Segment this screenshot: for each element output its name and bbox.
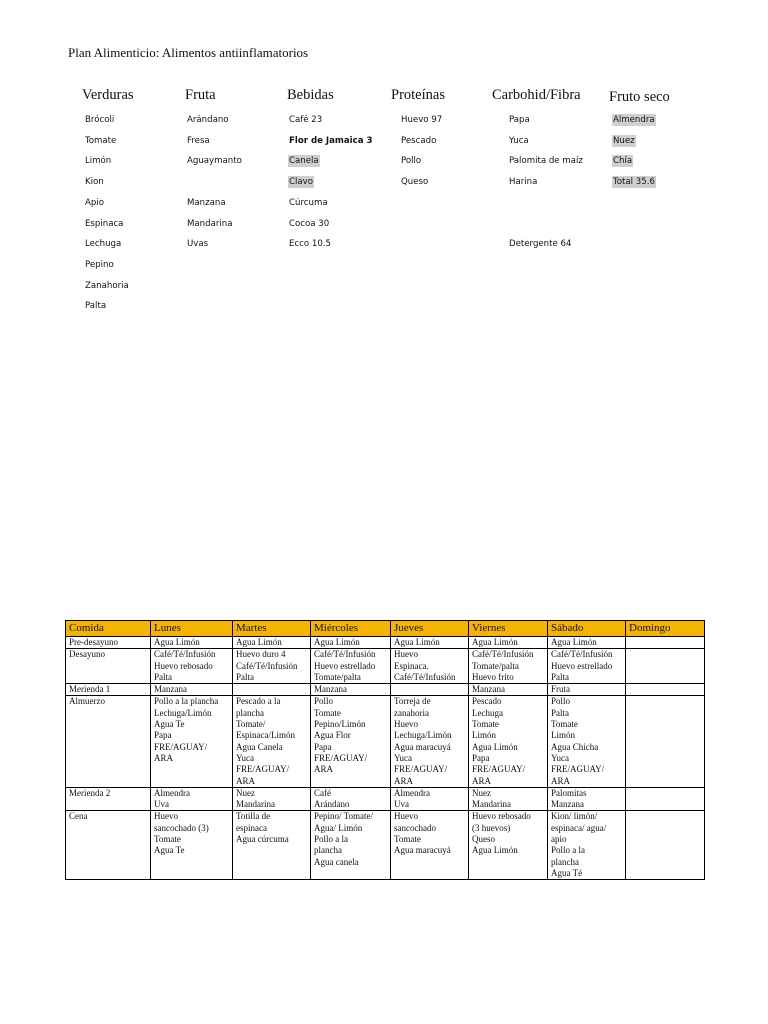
table-cell <box>151 684 233 696</box>
table-cell <box>469 684 548 696</box>
cell-line: Café/Té/Infusión <box>551 649 613 660</box>
cell-line: Pepino/Limón <box>314 719 366 730</box>
table-cell <box>151 696 233 787</box>
cell-line: ARA <box>472 775 492 786</box>
table-header-cell: Miércoles <box>311 621 391 637</box>
cell-line: ARA <box>314 764 334 775</box>
table-header-cell: Domingo <box>626 621 705 637</box>
table-cell <box>469 811 548 880</box>
table-cell <box>311 811 391 880</box>
table-cell <box>548 787 626 811</box>
table-cell <box>391 684 469 696</box>
cell-line: Café <box>314 787 331 798</box>
food-item: Uvas <box>187 239 209 250</box>
cell-line: Limón <box>472 730 496 741</box>
table-cell <box>151 649 233 684</box>
cell-line: Agua Canela <box>236 741 283 752</box>
table-cell <box>469 637 548 649</box>
table-row <box>66 811 705 880</box>
food-item: Palta <box>85 301 107 312</box>
cell-line: Torreja de <box>394 696 431 707</box>
meal-label: Merienda 2 <box>66 787 151 811</box>
cell-line: Agua maracuyá <box>394 845 451 856</box>
cell-line: Pescado a la <box>236 696 281 707</box>
table-cell <box>469 787 548 811</box>
meal-label: Pre-desayuno <box>66 637 151 649</box>
cell-line: Manzana <box>154 684 187 695</box>
cell-line: ARA <box>236 775 256 786</box>
cell-line: Café/Té/Infusión <box>236 660 298 671</box>
table-row <box>66 696 705 787</box>
cell-line: Totilla de <box>236 811 271 822</box>
table-cell <box>311 649 391 684</box>
table-cell <box>391 787 469 811</box>
food-item: Zanahoria <box>85 280 129 291</box>
cell-line: Pollo a la plancha <box>154 696 219 707</box>
cell-line: Agua maracuyá <box>394 741 451 752</box>
cell-line: Tomate <box>154 834 181 845</box>
cell-line: Huevo rebosado <box>472 811 531 822</box>
food-item: Espinaca <box>85 218 124 229</box>
cell-line: Manzana <box>551 799 584 810</box>
table-cell <box>548 684 626 696</box>
food-item: Lechuga <box>85 239 122 250</box>
cell-line: Agua Limón <box>551 637 597 647</box>
food-item: Total 35.6 <box>613 177 655 188</box>
cell-line: Espinaca/Limón <box>236 730 295 741</box>
table-cell <box>151 811 233 880</box>
cell-line: FRE/AGUAY/ <box>236 764 290 775</box>
cell-line: Yuca <box>394 752 412 763</box>
table-cell <box>548 696 626 787</box>
category-heading: Fruta <box>185 87 216 103</box>
cell-line: Yuca <box>236 752 254 763</box>
table-cell <box>626 811 705 880</box>
table-row <box>66 637 705 649</box>
table-cell <box>626 787 705 811</box>
table-cell <box>233 649 311 684</box>
table-cell <box>469 649 548 684</box>
cell-line: FRE/AGUAY/ <box>551 764 605 775</box>
table-header-cell: Jueves <box>391 621 469 637</box>
cell-line: sancochado <box>394 822 436 833</box>
cell-line: FRE/AGUAY/ <box>472 764 526 775</box>
cell-line: Agua canela <box>314 856 359 867</box>
category-heading: Proteínas <box>391 87 445 103</box>
cell-line: Manzana <box>314 684 347 695</box>
food-item: Nuez <box>613 135 635 146</box>
cell-line: Tomate <box>314 707 341 718</box>
cell-line: Uva <box>394 799 409 810</box>
category-heading: Carbohid/Fibra <box>492 87 581 103</box>
food-item: Mandarina <box>187 218 233 229</box>
cell-line: Almendra <box>394 787 430 798</box>
table-cell <box>391 811 469 880</box>
cell-line: Agua Chicha <box>551 741 599 752</box>
food-item: Papa <box>509 115 530 125</box>
cell-line: apio <box>551 834 567 845</box>
cell-line: Manzana <box>472 684 505 695</box>
table-row <box>66 787 705 811</box>
table-cell <box>391 637 469 649</box>
cell-line: Huevo rebosado <box>154 660 213 671</box>
cell-line: Lechuga/Limón <box>394 730 452 741</box>
cell-line: Tomate <box>472 719 499 730</box>
cell-line: Pollo <box>314 696 334 707</box>
cell-line: Almendra <box>154 787 190 798</box>
meal-label: Desayuno <box>66 649 151 684</box>
cell-line: espinaca <box>236 822 267 833</box>
table-row <box>66 649 705 684</box>
cell-line: Café/Té/Infusión <box>154 649 216 660</box>
food-item: Almendra <box>613 115 655 125</box>
cell-line: Espinaca. <box>394 660 429 671</box>
page-title: Plan Alimenticio: Alimentos antiinflamatorios <box>68 45 309 60</box>
food-item: Harina <box>509 177 538 188</box>
table-cell <box>548 637 626 649</box>
food-item: Huevo 97 <box>401 115 443 125</box>
cell-line: zanahoria <box>394 707 429 718</box>
cell-line: Café/Té/Infusión <box>314 649 376 660</box>
food-item: Arándano <box>187 115 229 125</box>
cell-line: Limón <box>551 730 575 741</box>
table-cell <box>626 696 705 787</box>
table-cell <box>311 787 391 811</box>
food-item: Manzana <box>187 197 226 208</box>
table-header-cell: Comida <box>66 621 151 637</box>
cell-line: Palta <box>154 671 172 682</box>
food-item: Clavo <box>289 177 313 188</box>
cell-line: plancha <box>314 845 342 856</box>
cell-line: Pescado <box>472 696 502 707</box>
table-header-cell: Sábado <box>548 621 626 637</box>
cell-line: Agua Limón <box>472 741 518 752</box>
cell-line: plancha <box>551 856 579 867</box>
cell-line: Agua Limón <box>394 637 440 647</box>
cell-line: ARA <box>394 775 414 786</box>
meal-label: Merienda 1 <box>66 684 151 696</box>
table-cell <box>311 684 391 696</box>
category-heading: Verduras <box>82 87 134 103</box>
cell-line: Agua Te <box>154 845 185 856</box>
table-cell <box>548 649 626 684</box>
category-heading: Fruto seco <box>609 89 670 105</box>
cell-line: Pollo a la <box>551 845 585 856</box>
cell-line: Arándano <box>314 799 350 810</box>
cell-line: (3 huevos) <box>472 822 511 833</box>
cell-line: Pepino/ Tomate/ <box>314 811 373 822</box>
cell-line: FRE/AGUAY/ <box>394 764 448 775</box>
cell-line: espinaca/ agua/ <box>551 822 607 833</box>
table-cell <box>469 696 548 787</box>
cell-line: Mandarina <box>236 799 275 810</box>
food-item: Queso <box>401 177 429 188</box>
cell-line: Queso <box>472 834 495 845</box>
cell-line: Café/Té/Infusión <box>472 649 534 660</box>
cell-line: Tomate/palta <box>472 660 519 671</box>
table-cell <box>151 787 233 811</box>
cell-line: Agua Limón <box>154 637 200 647</box>
food-item: Tomate <box>85 135 117 146</box>
food-item: Cúrcuma <box>289 197 328 208</box>
cell-line: ARA <box>551 775 571 786</box>
table-cell <box>391 696 469 787</box>
cell-line: Nuez <box>472 787 491 798</box>
table-cell <box>311 696 391 787</box>
cell-line: Agua cúrcuma <box>236 834 289 845</box>
cell-line: Huevo <box>394 811 418 822</box>
cell-line: Tomate <box>551 719 578 730</box>
cell-line: Kion/ limón/ <box>551 811 598 822</box>
food-item: Flor de Jamaica 3 <box>289 135 373 146</box>
cell-line: Agua Limón <box>236 637 282 647</box>
cell-line: Pollo a la <box>314 834 348 845</box>
cell-line: Papa <box>314 741 332 752</box>
food-item: Palomita de maíz <box>509 156 583 167</box>
food-item: Ecco 10.5 <box>289 239 332 250</box>
cell-line: Huevo estrellado <box>314 660 376 671</box>
food-item: Apio <box>85 197 104 208</box>
table-cell <box>311 637 391 649</box>
table-cell <box>233 787 311 811</box>
cell-line: Papa <box>154 730 172 741</box>
table-cell <box>391 649 469 684</box>
table-cell <box>548 811 626 880</box>
cell-line: Huevo duro 4 <box>236 649 286 660</box>
cell-line: Huevo <box>394 719 418 730</box>
cell-line: Huevo frito <box>472 671 514 682</box>
food-item: Brócoli <box>85 115 115 125</box>
table-cell <box>626 637 705 649</box>
food-item: Chía <box>613 156 633 167</box>
food-item: Cocoa 30 <box>289 218 330 229</box>
cell-line: Fruta <box>551 684 570 695</box>
meal-label: Almuerzo <box>66 696 151 787</box>
table-cell <box>233 811 311 880</box>
food-item: Fresa <box>187 135 210 146</box>
cell-line: ARA <box>154 752 174 763</box>
table-cell <box>151 637 233 649</box>
meal-label: Cena <box>66 811 151 880</box>
cell-line: Agua/ Limón <box>314 822 363 833</box>
cell-line: Papa <box>472 752 490 763</box>
table-header-cell: Viernes <box>469 621 548 637</box>
cell-line: Agua Limón <box>314 637 360 647</box>
cell-line: sancochado (3) <box>154 822 209 833</box>
food-item: Café 23 <box>289 115 323 125</box>
cell-line: Agua Té <box>551 867 583 878</box>
cell-line: Pollo <box>551 696 571 707</box>
table-header-cell: Lunes <box>151 621 233 637</box>
food-item: Yuca <box>509 135 529 146</box>
meal-plan-table <box>65 620 705 880</box>
cell-line: Huevo <box>394 649 418 660</box>
table-cell <box>233 637 311 649</box>
cell-line: Agua Te <box>154 719 185 730</box>
cell-line: Café/Té/Infusión <box>394 671 456 682</box>
category-heading: Bebidas <box>287 87 334 103</box>
cell-line: Lechuga <box>472 707 503 718</box>
food-item: Pescado <box>401 135 437 146</box>
cell-line: Mandarina <box>472 799 511 810</box>
table-cell <box>233 684 311 696</box>
table-header-cell: Martes <box>233 621 311 637</box>
food-item: Pollo <box>401 156 422 167</box>
food-item: Canela <box>289 156 319 167</box>
cell-line: Yuca <box>551 752 569 763</box>
cell-line: Nuez <box>236 787 255 798</box>
cell-line: Lechuga/Limón <box>154 707 212 718</box>
cell-line: Tomate/ <box>236 719 266 730</box>
cell-line: Palomitas <box>551 787 587 798</box>
cell-line: Agua Limón <box>472 845 518 856</box>
cell-line: Tomate/palta <box>314 671 361 682</box>
cell-line: Huevo <box>154 811 178 822</box>
cell-line: Palta <box>236 671 254 682</box>
cell-line: Agua Limón <box>472 637 518 647</box>
cell-line: FRE/AGUAY/ <box>154 741 208 752</box>
food-item: Detergente 64 <box>509 239 572 250</box>
cell-line: Agua Flor <box>314 730 351 741</box>
cell-line: Palta <box>551 707 569 718</box>
food-item: Kion <box>85 177 104 188</box>
table-header-row <box>66 621 705 637</box>
cell-line: FRE/AGUAY/ <box>314 752 368 763</box>
cell-line: plancha <box>236 707 264 718</box>
table-cell <box>626 684 705 696</box>
food-item: Aguaymanto <box>187 156 242 167</box>
table-cell <box>626 649 705 684</box>
cell-line: Uva <box>154 799 169 810</box>
food-item: Pepino <box>85 259 114 270</box>
cell-line: Palta <box>551 671 569 682</box>
cell-line: Huevo estrellado <box>551 660 613 671</box>
food-item: Limón <box>85 156 112 167</box>
cell-line: Tomate <box>394 834 421 845</box>
table-cell <box>233 696 311 787</box>
table-row <box>66 684 705 696</box>
